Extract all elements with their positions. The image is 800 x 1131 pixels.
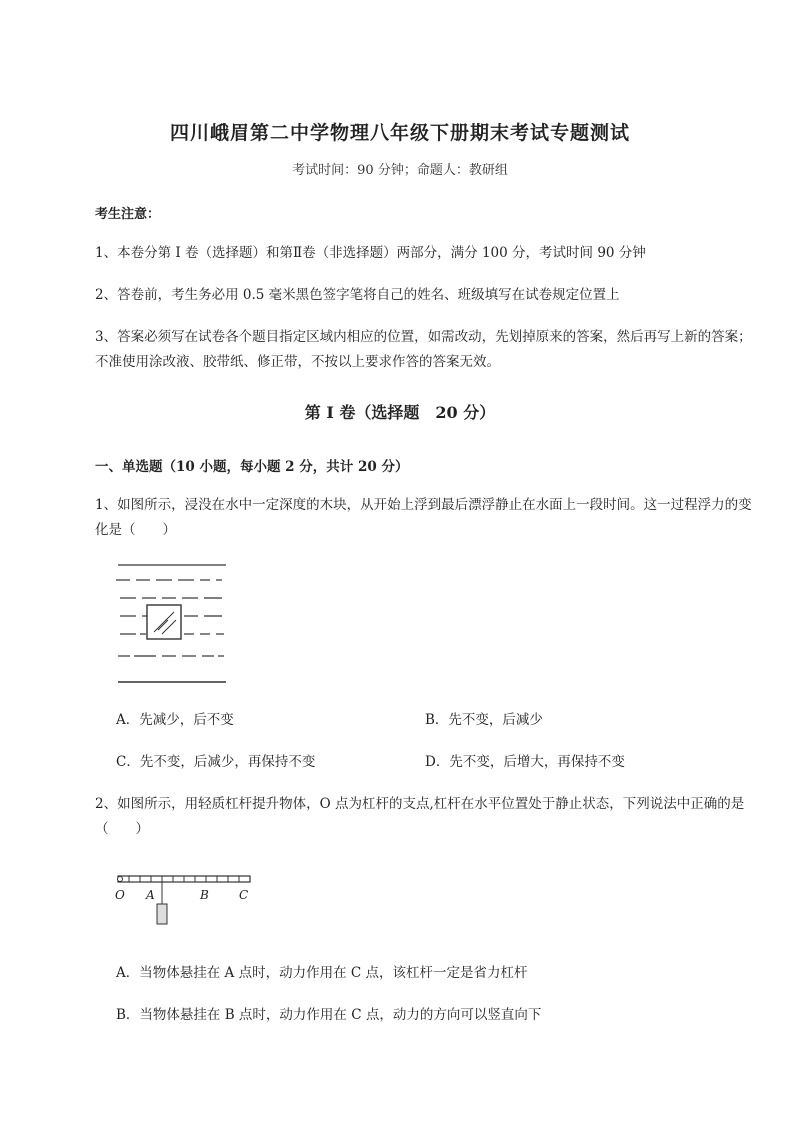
question-1-option-d[interactable]: D．先不变，后增大，再保持不变 xyxy=(425,754,625,770)
lever-label-o: O xyxy=(115,888,125,902)
part-title: 第 I 卷（选择题 20 分） xyxy=(304,403,496,422)
question-2-option-a[interactable]: A．当物体悬挂在 A 点时，动力作用在 C 点，该杠杆一定是省力杠杆 xyxy=(116,965,528,981)
notice-heading: 考生注意： xyxy=(95,207,161,222)
notice-item-3: 3、答案必须写在试卷各个题目指定区域内相应的位置，如需改动，先划掉原来的答案，然后再写上新的答案；不准使用涂改液、胶带纸、修正带，不按以上要求作答的答案无效。 xyxy=(95,329,752,370)
question-2-stem: 2、如图所示，用轻质杠杆提升物体，O 点为杠杆的支点,杠杆在水平位置处于静止状态，下列说法中正确的是（ ） xyxy=(95,796,745,837)
question-1-option-c[interactable]: C．先不变，后减少，再保持不变 xyxy=(116,754,316,770)
question-1-option-b[interactable]: B．先不变，后减少 xyxy=(425,712,543,728)
section-heading: 一、单选题（10 小题，每小题 2 分，共计 20 分） xyxy=(95,459,409,475)
page-title: 四川峨眉第二中学物理八年级下册期末考试专题测试 xyxy=(169,122,630,144)
question-2-option-b[interactable]: B．当物体悬挂在 B 点时，动力作用在 C 点，动力的方向可以竖直向下 xyxy=(116,1007,542,1023)
notice-item-2: 2、答卷前，考生务必用 0.5 毫米黑色签字笔将自己的姓名、班级填写在试卷规定位置上 xyxy=(95,287,620,303)
water-block-figure xyxy=(110,558,235,688)
question-1-stem: 1、如图所示，浸没在水中一定深度的木块，从开始上浮到最后漂浮静止在水面上一段时间。这一过程浮力的变化是（ ） xyxy=(95,497,752,538)
exam-info: 考试时间：90 分钟；命题人：教研组 xyxy=(292,163,508,178)
lever-label-a: A xyxy=(146,888,155,902)
lever-label-b: B xyxy=(200,888,209,902)
question-1-option-a[interactable]: A．先减少，后不变 xyxy=(116,712,234,728)
lever-figure xyxy=(110,868,260,930)
lever-label-c: C xyxy=(239,888,249,902)
notice-item-1: 1、本卷分第 I 卷（选择题）和第Ⅱ卷（非选择题）两部分，满分 100 分，考试时间 90 分钟 xyxy=(95,245,646,261)
